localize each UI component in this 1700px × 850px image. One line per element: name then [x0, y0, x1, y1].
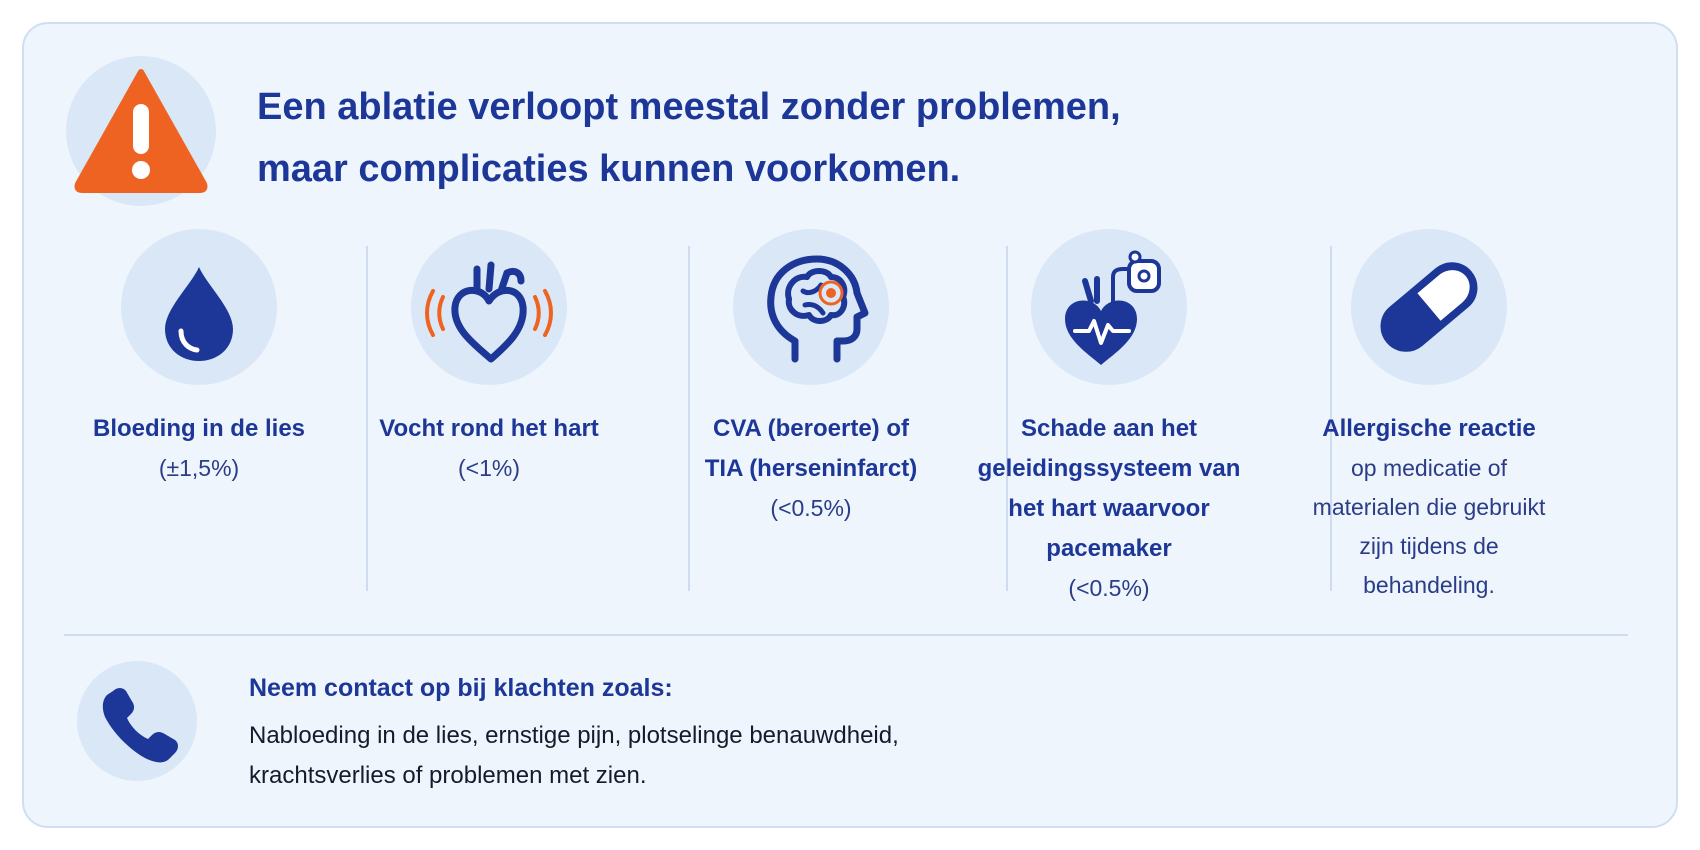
icon-circle: [121, 229, 277, 385]
icon-circle: [1031, 229, 1187, 385]
contact-text: Nabloeding in de lies, ernstige pijn, plotselinge benauwdheid, krachtsverlies of problemen met zien.: [249, 722, 899, 789]
blood-drop-icon: [121, 229, 277, 385]
icon-circle: [1351, 229, 1507, 385]
warning-badge: [66, 56, 216, 206]
complication-stroke: [651, 229, 971, 599]
complication-fluid-heart: [329, 229, 649, 599]
title-line-1: Een ablatie verloopt meestal zonder problemen,: [257, 86, 1121, 128]
complication-title: Schade aan het geleidingssysteem van het hart waarvoor pacemaker: [977, 415, 1241, 562]
complication-conduction-damage: [949, 229, 1269, 599]
complication-bleeding: [39, 229, 359, 599]
page-title: [257, 76, 1257, 200]
brain-head-icon: [733, 229, 889, 385]
complication-title: Vocht rond het hart: [379, 415, 599, 442]
complication-percentage: (<1%): [458, 455, 520, 481]
complication-allergy: [1269, 229, 1589, 599]
heart-icon: [411, 229, 567, 385]
complication-description: op medicatie of materialen die gebruikt zijn tijdens de behandeling.: [1312, 455, 1546, 598]
complication-title: Allergische reactie: [1322, 415, 1536, 442]
phone-badge: [77, 661, 197, 781]
complication-title: CVA (beroerte) of TIA (herseninfarct): [704, 415, 918, 482]
contact-title: Neem contact op bij klachten zoals:: [249, 674, 673, 702]
title-line-2: maar complicaties kunnen voorkomen.: [257, 148, 961, 190]
complication-percentage: (±1,5%): [158, 455, 240, 481]
complication-percentage: (<0.5%): [770, 495, 852, 521]
info-card: [22, 22, 1678, 828]
complication-title: Bloeding in de lies: [92, 415, 306, 442]
complication-percentage: (<0.5%): [1068, 575, 1150, 601]
icon-circle: [733, 229, 889, 385]
pill-icon: [1351, 229, 1507, 385]
warning-icon: [72, 62, 210, 200]
section-divider: [64, 634, 1628, 636]
phone-icon: [77, 661, 197, 781]
icon-circle: [411, 229, 567, 385]
heart-pacemaker-icon: [1031, 229, 1187, 385]
